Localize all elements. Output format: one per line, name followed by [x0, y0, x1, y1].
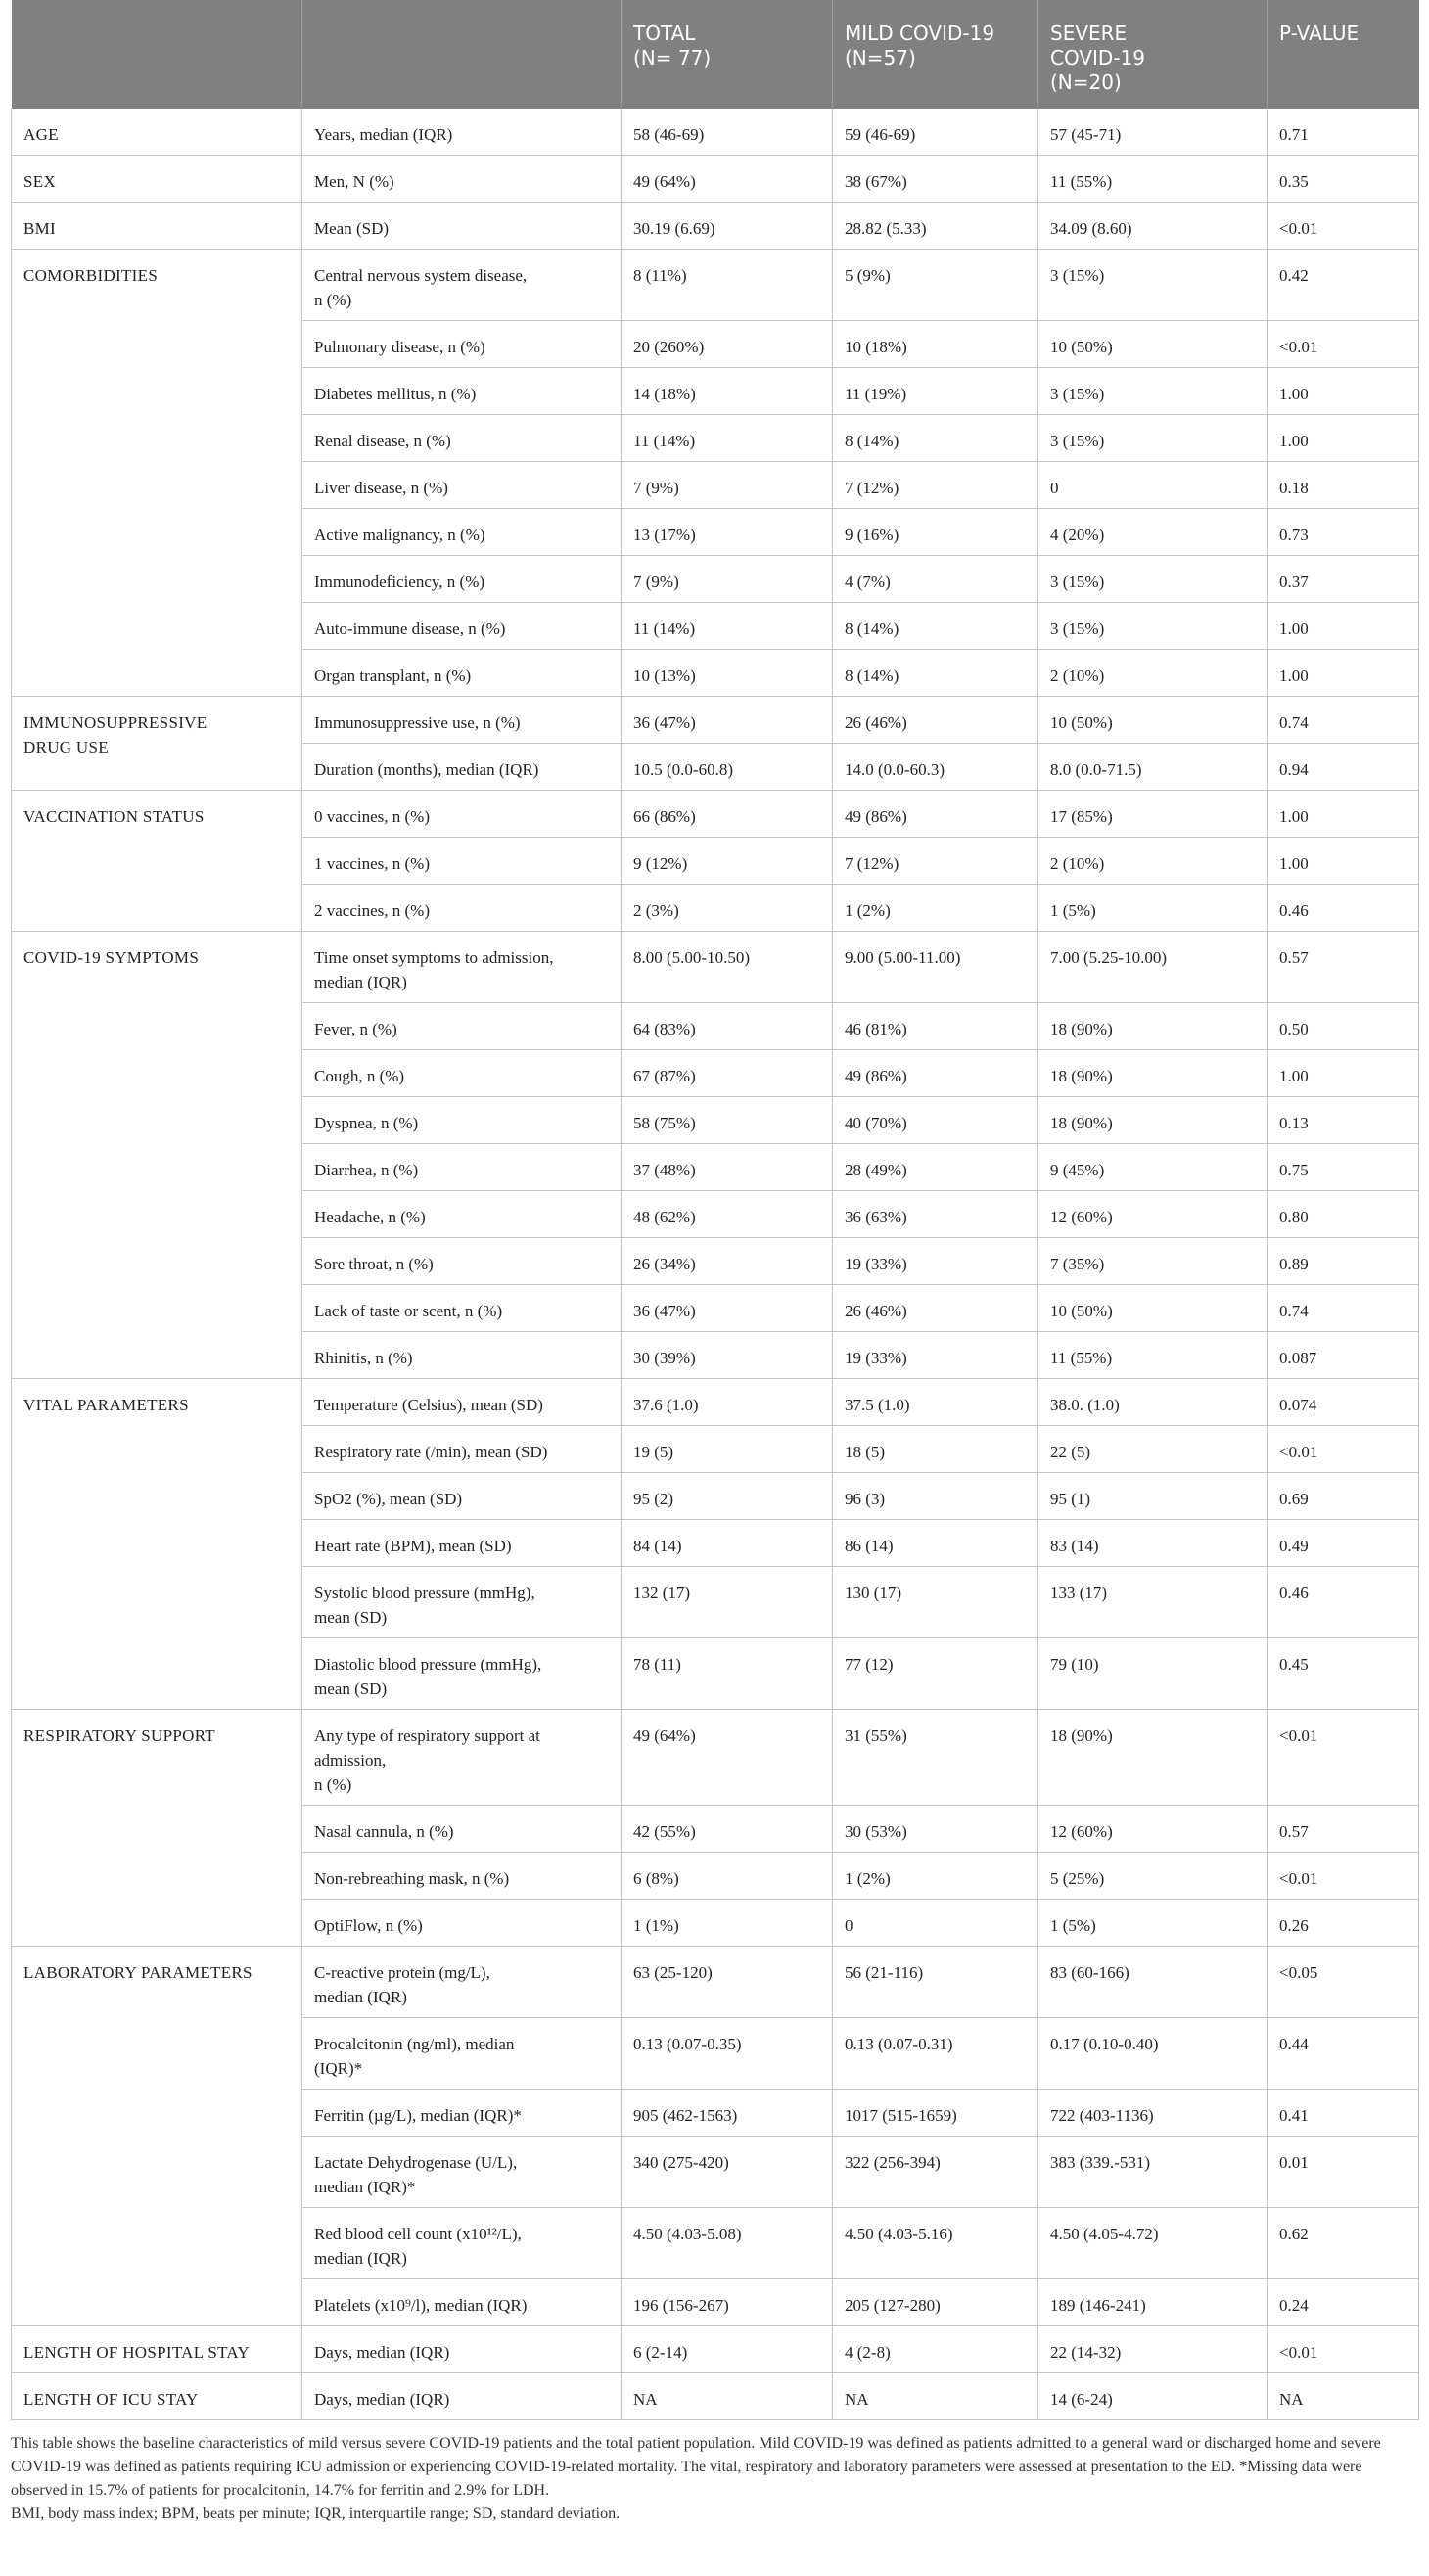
p-value-cell: <0.01	[1268, 2326, 1419, 2373]
severe-cell: 5 (25%)	[1038, 1853, 1268, 1900]
total-cell: 67 (87%)	[622, 1050, 833, 1097]
mild-cell: 5 (9%)	[833, 250, 1038, 321]
mild-cell: 28.82 (5.33)	[833, 203, 1038, 250]
mild-cell: 28 (49%)	[833, 1144, 1038, 1191]
total-cell: 58 (46-69)	[622, 109, 833, 156]
total-cell: 58 (75%)	[622, 1097, 833, 1144]
severe-cell: 1 (5%)	[1038, 885, 1268, 932]
p-value-cell: 1.00	[1268, 1050, 1419, 1097]
total-cell: NA	[622, 2373, 833, 2420]
p-value-cell: 0.49	[1268, 1520, 1419, 1567]
total-cell: 7 (9%)	[622, 556, 833, 603]
measure-cell: Diabetes mellitus, n (%)	[302, 368, 622, 415]
mild-cell: 322 (256-394)	[833, 2137, 1038, 2208]
mild-cell: 36 (63%)	[833, 1191, 1038, 1238]
mild-cell: 18 (5)	[833, 1426, 1038, 1473]
header-severe: SEVERE COVID-19 (N=20)	[1038, 0, 1268, 109]
total-cell: 2 (3%)	[622, 885, 833, 932]
measure-cell: Central nervous system disease, n (%)	[302, 250, 622, 321]
measure-cell: Rhinitis, n (%)	[302, 1332, 622, 1379]
mild-cell: 49 (86%)	[833, 1050, 1038, 1097]
mild-cell: 86 (14)	[833, 1520, 1038, 1567]
mild-cell: 0	[833, 1900, 1038, 1947]
p-value-cell: 0.74	[1268, 1285, 1419, 1332]
total-cell: 4.50 (4.03-5.08)	[622, 2208, 833, 2279]
severe-cell: 83 (60-166)	[1038, 1947, 1268, 2018]
severe-cell: 38.0. (1.0)	[1038, 1379, 1268, 1426]
category-cell: RESPIRATORY SUPPORT	[12, 1710, 302, 1947]
mild-cell: 9.00 (5.00-11.00)	[833, 932, 1038, 1003]
mild-cell: 9 (16%)	[833, 509, 1038, 556]
p-value-cell: 0.46	[1268, 885, 1419, 932]
p-value-cell: 0.01	[1268, 2137, 1419, 2208]
severe-cell: 10 (50%)	[1038, 1285, 1268, 1332]
category-cell: COMORBIDITIES	[12, 250, 302, 697]
p-value-cell: 0.42	[1268, 250, 1419, 321]
total-cell: 8.00 (5.00-10.50)	[622, 932, 833, 1003]
p-value-cell: 1.00	[1268, 415, 1419, 462]
measure-cell: Red blood cell count (x10¹²/L), median (IQR)	[302, 2208, 622, 2279]
severe-cell: 383 (339.-531)	[1038, 2137, 1268, 2208]
severe-cell: 3 (15%)	[1038, 250, 1268, 321]
severe-cell: 11 (55%)	[1038, 156, 1268, 203]
table-row	[12, 697, 1419, 744]
measure-cell: Procalcitonin (ng/ml), median (IQR)*	[302, 2018, 622, 2090]
measure-cell: Heart rate (BPM), mean (SD)	[302, 1520, 622, 1567]
total-cell: 7 (9%)	[622, 462, 833, 509]
severe-cell: 14 (6-24)	[1038, 2373, 1268, 2420]
total-cell: 905 (462-1563)	[622, 2090, 833, 2137]
p-value-cell: 0.69	[1268, 1473, 1419, 1520]
total-cell: 49 (64%)	[622, 156, 833, 203]
measure-cell: Auto-immune disease, n (%)	[302, 603, 622, 650]
table-row	[12, 1947, 1419, 2018]
total-cell: 64 (83%)	[622, 1003, 833, 1050]
mild-cell: 11 (19%)	[833, 368, 1038, 415]
severe-cell: 1 (5%)	[1038, 1900, 1268, 1947]
mild-cell: 8 (14%)	[833, 650, 1038, 697]
severe-cell: 18 (90%)	[1038, 1710, 1268, 1806]
category-cell: LENGTH OF ICU STAY	[12, 2373, 302, 2420]
measure-cell: Diarrhea, n (%)	[302, 1144, 622, 1191]
header-mild: MILD COVID-19 (N=57)	[833, 0, 1038, 109]
p-value-cell: 1.00	[1268, 791, 1419, 838]
severe-cell: 22 (14-32)	[1038, 2326, 1268, 2373]
p-value-cell: <0.01	[1268, 321, 1419, 368]
header-p-value: P-VALUE	[1268, 0, 1419, 109]
mild-cell: 8 (14%)	[833, 603, 1038, 650]
category-cell: COVID-19 SYMPTOMS	[12, 932, 302, 1379]
mild-cell: 4 (7%)	[833, 556, 1038, 603]
measure-cell: Cough, n (%)	[302, 1050, 622, 1097]
measure-cell: 1 vaccines, n (%)	[302, 838, 622, 885]
p-value-cell: 0.24	[1268, 2279, 1419, 2326]
severe-cell: 189 (146-241)	[1038, 2279, 1268, 2326]
footnote-text: This table shows the baseline characteristics of mild versus severe COVID-19 patients and the total patient population. Mild COVID-19 was defined as patients admitted to a general ward or discharged home and severe COVID-19 was defined as patients requiring ICU admission or experiencing COVID-19-related mortality. The vital, respiratory and laboratory parameters were assessed at presentation to the ED. *Missing data were observed in 15.7% of patients for procalcitonin, 14.7% for ferritin and 2.9% for LDH.	[11, 2435, 1381, 2499]
total-cell: 20 (260%)	[622, 321, 833, 368]
severe-cell: 95 (1)	[1038, 1473, 1268, 1520]
total-cell: 19 (5)	[622, 1426, 833, 1473]
total-cell: 26 (34%)	[622, 1238, 833, 1285]
abbreviations-text: BMI, body mass index; BPM, beats per minute; IQR, interquartile range; SD, standard deviation.	[11, 2506, 621, 2522]
total-cell: 9 (12%)	[622, 838, 833, 885]
mild-cell: 77 (12)	[833, 1638, 1038, 1710]
measure-cell: Respiratory rate (/min), mean (SD)	[302, 1426, 622, 1473]
mild-cell: 46 (81%)	[833, 1003, 1038, 1050]
severe-cell: 18 (90%)	[1038, 1050, 1268, 1097]
measure-cell: Sore throat, n (%)	[302, 1238, 622, 1285]
severe-cell: 133 (17)	[1038, 1567, 1268, 1638]
mild-cell: 31 (55%)	[833, 1710, 1038, 1806]
p-value-cell: 0.94	[1268, 744, 1419, 791]
mild-cell: 10 (18%)	[833, 321, 1038, 368]
category-cell: IMMUNOSUPPRESSIVE DRUG USE	[12, 697, 302, 791]
total-cell: 13 (17%)	[622, 509, 833, 556]
severe-cell: 7.00 (5.25-10.00)	[1038, 932, 1268, 1003]
total-cell: 63 (25-120)	[622, 1947, 833, 2018]
mild-cell: 4 (2-8)	[833, 2326, 1038, 2373]
p-value-cell: 0.73	[1268, 509, 1419, 556]
mild-cell: 8 (14%)	[833, 415, 1038, 462]
severe-cell: 4 (20%)	[1038, 509, 1268, 556]
mild-cell: 96 (3)	[833, 1473, 1038, 1520]
p-value-cell: 1.00	[1268, 368, 1419, 415]
p-value-cell: 1.00	[1268, 650, 1419, 697]
measure-cell: Pulmonary disease, n (%)	[302, 321, 622, 368]
category-cell: LENGTH OF HOSPITAL STAY	[12, 2326, 302, 2373]
total-cell: 196 (156-267)	[622, 2279, 833, 2326]
measure-cell: Nasal cannula, n (%)	[302, 1806, 622, 1853]
p-value-cell: <0.01	[1268, 203, 1419, 250]
p-value-cell: 0.50	[1268, 1003, 1419, 1050]
p-value-cell: 0.74	[1268, 697, 1419, 744]
p-value-cell: 1.00	[1268, 603, 1419, 650]
mild-cell: 19 (33%)	[833, 1238, 1038, 1285]
measure-cell: Years, median (IQR)	[302, 109, 622, 156]
measure-cell: 0 vaccines, n (%)	[302, 791, 622, 838]
measure-cell: Any type of respiratory support at admission, n (%)	[302, 1710, 622, 1806]
mild-cell: 49 (86%)	[833, 791, 1038, 838]
table-footnote	[11, 2432, 1418, 2526]
total-cell: 30 (39%)	[622, 1332, 833, 1379]
measure-cell: 2 vaccines, n (%)	[302, 885, 622, 932]
severe-cell: 34.09 (8.60)	[1038, 203, 1268, 250]
mild-cell: 205 (127-280)	[833, 2279, 1038, 2326]
measure-cell: Diastolic blood pressure (mmHg), mean (SD)	[302, 1638, 622, 1710]
table-row	[12, 156, 1419, 203]
severe-cell: 18 (90%)	[1038, 1097, 1268, 1144]
mild-cell: 59 (46-69)	[833, 109, 1038, 156]
total-cell: 10.5 (0.0-60.8)	[622, 744, 833, 791]
mild-cell: 130 (17)	[833, 1567, 1038, 1638]
p-value-cell: 0.80	[1268, 1191, 1419, 1238]
header-category	[12, 0, 302, 109]
mild-cell: NA	[833, 2373, 1038, 2420]
severe-cell: 7 (35%)	[1038, 1238, 1268, 1285]
table-row	[12, 1379, 1419, 1426]
severe-cell: 0	[1038, 462, 1268, 509]
p-value-cell: 0.71	[1268, 109, 1419, 156]
p-value-cell: 0.57	[1268, 1806, 1419, 1853]
severe-cell: 12 (60%)	[1038, 1191, 1268, 1238]
measure-cell: OptiFlow, n (%)	[302, 1900, 622, 1947]
p-value-cell: <0.01	[1268, 1710, 1419, 1806]
total-cell: 11 (14%)	[622, 415, 833, 462]
severe-cell: 4.50 (4.05-4.72)	[1038, 2208, 1268, 2279]
measure-cell: Non-rebreathing mask, n (%)	[302, 1853, 622, 1900]
header-total: TOTAL (N= 77)	[622, 0, 833, 109]
p-value-cell: 0.45	[1268, 1638, 1419, 1710]
table-row	[12, 932, 1419, 1003]
measure-cell: Duration (months), median (IQR)	[302, 744, 622, 791]
mild-cell: 26 (46%)	[833, 697, 1038, 744]
measure-cell: Temperature (Celsius), mean (SD)	[302, 1379, 622, 1426]
table-row	[12, 109, 1419, 156]
mild-cell: 1 (2%)	[833, 1853, 1038, 1900]
total-cell: 84 (14)	[622, 1520, 833, 1567]
severe-cell: 12 (60%)	[1038, 1806, 1268, 1853]
p-value-cell: <0.05	[1268, 1947, 1419, 2018]
measure-cell: Lactate Dehydrogenase (U/L), median (IQR)*	[302, 2137, 622, 2208]
total-cell: 6 (2-14)	[622, 2326, 833, 2373]
p-value-cell: 0.89	[1268, 1238, 1419, 1285]
mild-cell: 37.5 (1.0)	[833, 1379, 1038, 1426]
total-cell: 11 (14%)	[622, 603, 833, 650]
p-value-cell: 0.18	[1268, 462, 1419, 509]
severe-cell: 9 (45%)	[1038, 1144, 1268, 1191]
measure-cell: Headache, n (%)	[302, 1191, 622, 1238]
measure-cell: Platelets (x10⁹/l), median (IQR)	[302, 2279, 622, 2326]
table-body	[12, 109, 1419, 2420]
total-cell: 6 (8%)	[622, 1853, 833, 1900]
category-cell: SEX	[12, 156, 302, 203]
total-cell: 14 (18%)	[622, 368, 833, 415]
mild-cell: 14.0 (0.0-60.3)	[833, 744, 1038, 791]
total-cell: 49 (64%)	[622, 1710, 833, 1806]
header-row	[12, 0, 1419, 109]
p-value-cell: 0.57	[1268, 932, 1419, 1003]
severe-cell: 11 (55%)	[1038, 1332, 1268, 1379]
baseline-characteristics-table	[11, 0, 1419, 2420]
p-value-cell: 0.37	[1268, 556, 1419, 603]
severe-cell: 3 (15%)	[1038, 556, 1268, 603]
measure-cell: Active malignancy, n (%)	[302, 509, 622, 556]
total-cell: 30.19 (6.69)	[622, 203, 833, 250]
p-value-cell: 0.46	[1268, 1567, 1419, 1638]
total-cell: 42 (55%)	[622, 1806, 833, 1853]
mild-cell: 19 (33%)	[833, 1332, 1038, 1379]
measure-cell: Fever, n (%)	[302, 1003, 622, 1050]
p-value-cell: 0.35	[1268, 156, 1419, 203]
mild-cell: 38 (67%)	[833, 156, 1038, 203]
measure-cell: Organ transplant, n (%)	[302, 650, 622, 697]
measure-cell: Ferritin (µg/L), median (IQR)*	[302, 2090, 622, 2137]
table-row	[12, 250, 1419, 321]
severe-cell: 83 (14)	[1038, 1520, 1268, 1567]
total-cell: 66 (86%)	[622, 791, 833, 838]
total-cell: 8 (11%)	[622, 250, 833, 321]
measure-cell: Dyspnea, n (%)	[302, 1097, 622, 1144]
document	[11, 0, 1418, 2526]
p-value-cell: <0.01	[1268, 1426, 1419, 1473]
severe-cell: 8.0 (0.0-71.5)	[1038, 744, 1268, 791]
p-value-cell: 0.41	[1268, 2090, 1419, 2137]
severe-cell: 17 (85%)	[1038, 791, 1268, 838]
mild-cell: 7 (12%)	[833, 462, 1038, 509]
p-value-cell: 0.074	[1268, 1379, 1419, 1426]
measure-cell: Renal disease, n (%)	[302, 415, 622, 462]
mild-cell: 30 (53%)	[833, 1806, 1038, 1853]
total-cell: 340 (275-420)	[622, 2137, 833, 2208]
total-cell: 37.6 (1.0)	[622, 1379, 833, 1426]
measure-cell: Lack of taste or scent, n (%)	[302, 1285, 622, 1332]
severe-cell: 18 (90%)	[1038, 1003, 1268, 1050]
measure-cell: Liver disease, n (%)	[302, 462, 622, 509]
mild-cell: 7 (12%)	[833, 838, 1038, 885]
severe-cell: 3 (15%)	[1038, 415, 1268, 462]
measure-cell: Men, N (%)	[302, 156, 622, 203]
measure-cell: Immunosuppressive use, n (%)	[302, 697, 622, 744]
mild-cell: 0.13 (0.07-0.31)	[833, 2018, 1038, 2090]
p-value-cell: 0.44	[1268, 2018, 1419, 2090]
severe-cell: 10 (50%)	[1038, 697, 1268, 744]
table-header	[12, 0, 1419, 109]
mild-cell: 26 (46%)	[833, 1285, 1038, 1332]
severe-cell: 3 (15%)	[1038, 603, 1268, 650]
p-value-cell: 0.62	[1268, 2208, 1419, 2279]
table-row	[12, 791, 1419, 838]
header-measure	[302, 0, 622, 109]
mild-cell: 1 (2%)	[833, 885, 1038, 932]
total-cell: 37 (48%)	[622, 1144, 833, 1191]
total-cell: 78 (11)	[622, 1638, 833, 1710]
severe-cell: 22 (5)	[1038, 1426, 1268, 1473]
severe-cell: 79 (10)	[1038, 1638, 1268, 1710]
total-cell: 132 (17)	[622, 1567, 833, 1638]
severe-cell: 2 (10%)	[1038, 650, 1268, 697]
severe-cell: 0.17 (0.10-0.40)	[1038, 2018, 1268, 2090]
measure-cell: Systolic blood pressure (mmHg), mean (SD)	[302, 1567, 622, 1638]
total-cell: 1 (1%)	[622, 1900, 833, 1947]
measure-cell: Days, median (IQR)	[302, 2373, 622, 2420]
total-cell: 95 (2)	[622, 1473, 833, 1520]
p-value-cell: 0.13	[1268, 1097, 1419, 1144]
total-cell: 0.13 (0.07-0.35)	[622, 2018, 833, 2090]
severe-cell: 3 (15%)	[1038, 368, 1268, 415]
category-cell: AGE	[12, 109, 302, 156]
severe-cell: 10 (50%)	[1038, 321, 1268, 368]
category-cell: VITAL PARAMETERS	[12, 1379, 302, 1710]
category-cell: BMI	[12, 203, 302, 250]
measure-cell: Mean (SD)	[302, 203, 622, 250]
total-cell: 10 (13%)	[622, 650, 833, 697]
total-cell: 48 (62%)	[622, 1191, 833, 1238]
category-cell: VACCINATION STATUS	[12, 791, 302, 932]
severe-cell: 2 (10%)	[1038, 838, 1268, 885]
mild-cell: 40 (70%)	[833, 1097, 1038, 1144]
measure-cell: C-reactive protein (mg/L), median (IQR)	[302, 1947, 622, 2018]
measure-cell: Immunodeficiency, n (%)	[302, 556, 622, 603]
mild-cell: 4.50 (4.03-5.16)	[833, 2208, 1038, 2279]
p-value-cell: 0.75	[1268, 1144, 1419, 1191]
p-value-cell: 0.087	[1268, 1332, 1419, 1379]
measure-cell: SpO2 (%), mean (SD)	[302, 1473, 622, 1520]
category-cell: LABORATORY PARAMETERS	[12, 1947, 302, 2326]
table-row	[12, 2326, 1419, 2373]
p-value-cell: 0.26	[1268, 1900, 1419, 1947]
severe-cell: 722 (403-1136)	[1038, 2090, 1268, 2137]
table-row	[12, 2373, 1419, 2420]
table-row	[12, 1710, 1419, 1806]
measure-cell: Days, median (IQR)	[302, 2326, 622, 2373]
total-cell: 36 (47%)	[622, 697, 833, 744]
mild-cell: 56 (21-116)	[833, 1947, 1038, 2018]
p-value-cell: <0.01	[1268, 1853, 1419, 1900]
table-row	[12, 203, 1419, 250]
severe-cell: 57 (45-71)	[1038, 109, 1268, 156]
p-value-cell: NA	[1268, 2373, 1419, 2420]
p-value-cell: 1.00	[1268, 838, 1419, 885]
mild-cell: 1017 (515-1659)	[833, 2090, 1038, 2137]
measure-cell: Time onset symptoms to admission, median (IQR)	[302, 932, 622, 1003]
total-cell: 36 (47%)	[622, 1285, 833, 1332]
